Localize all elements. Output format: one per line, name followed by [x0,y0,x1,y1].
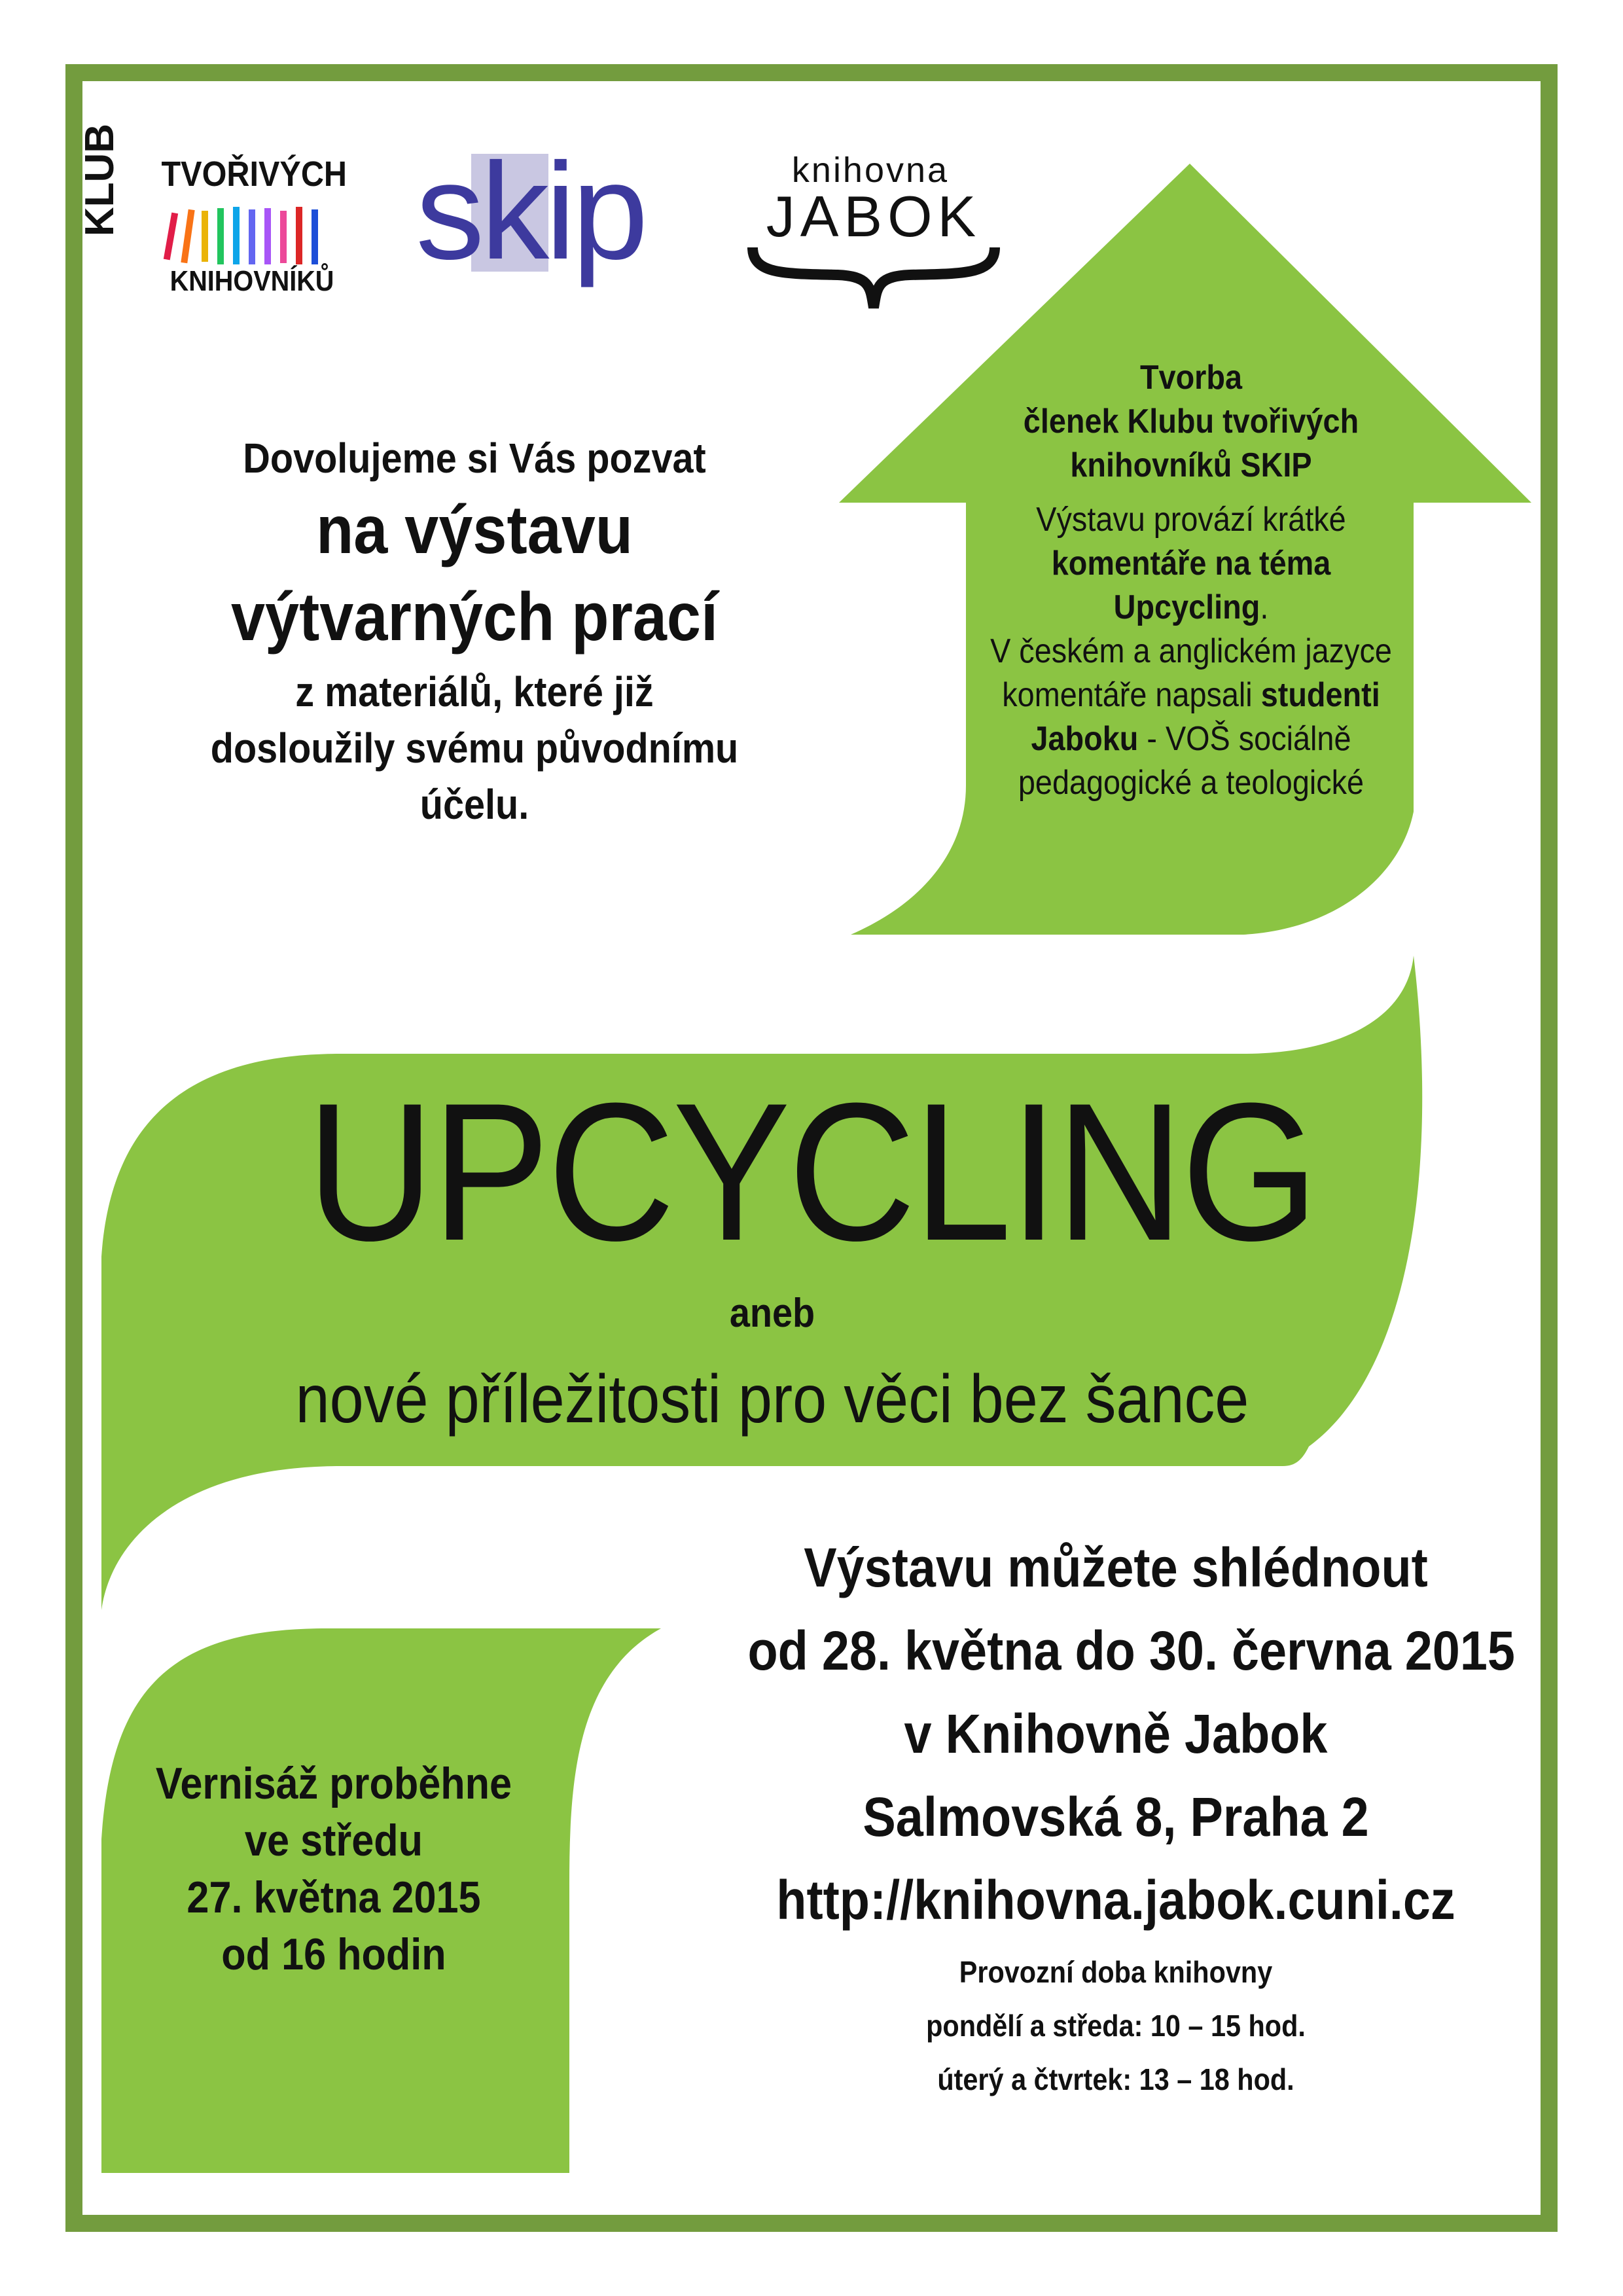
arrow-line-6-rest: . [1260,588,1269,626]
intro-line-2: na výstavu [316,492,633,568]
klub-logo-word-knihovniku: KNIHOVNÍKŮ [169,265,334,297]
hours-mon-wed: pondělí a středa: 10 – 15 hod. [926,2009,1306,2043]
hours-title: Provozní doba knihovny [959,1955,1273,1989]
klub-logo-vertical-word: KLUB [77,123,122,237]
exhibit-line-4: Salmovská 8, Praha 2 [863,1786,1369,1848]
vernisaz-line-3: 27. května 2015 [187,1873,481,1922]
arrow-line-8-rest: komentáře napsali [1002,676,1261,714]
main-title: UPCYCLING [306,1062,1317,1282]
arrow-line-10: pedagogické a teologické [1018,764,1364,802]
vernisaz-line-4: od 16 hodin [221,1929,446,1979]
arrow-line-8 [979,676,1403,714]
hours-tue-thu: úterý a čtvrtek: 13 – 18 hod. [937,2062,1294,2096]
jabok-logo-top-word: knihovna [791,151,950,190]
arrow-line-5: komentáře na téma [1051,545,1331,583]
exhibit-line-2: od 28. května do 30. června 2015 [747,1620,1515,1681]
intro-line-1: Dovolujeme si Vás pozvat [243,435,706,482]
arrow-line-6 [979,588,1403,626]
arrow-line-9-rest: - VOŠ sociálně [1138,720,1351,758]
intro-line-3: výtvarných prací [230,579,718,655]
arrow-line-9 [979,720,1403,758]
arrow-line-3: knihovníků SKIP [1070,446,1312,484]
arrow-line-9-bold: Jaboku [1031,720,1139,758]
klub-logo-word-tvorivych: TVOŘIVÝCH [161,154,348,194]
title-subtitle: nové příležitosti pro věci bez šance [295,1361,1249,1437]
vernisaz-line-1: Vernisáž proběhne [155,1759,512,1808]
skip-logo: skip [416,134,645,288]
arrow-line-4: Výstavu provází krátké [1036,501,1346,539]
title-aneb: aneb [729,1291,815,1336]
arrow-line-1: Tvorba [1139,359,1243,397]
exhibit-line-1: Výstavu můžete shlédnout [804,1537,1428,1598]
jabok-logo-main-word: JABOK [766,184,982,249]
arrow-line-7: V českém a anglickém jazyce [990,632,1392,670]
exhibit-url-link[interactable]: http://knihovna.jabok.cuni.cz [776,1869,1455,1931]
arrow-line-2: členek Klubu tvořivých [1023,403,1359,440]
intro-line-4: z materiálů, které již [295,668,654,715]
intro-line-6: účelu. [419,781,529,828]
arrow-line-8-bold: studenti [1260,676,1380,714]
arrow-line-6-bold: Upcycling [1113,588,1260,626]
exhibit-line-3: v Knihovně Jabok [904,1703,1328,1765]
intro-line-5: dosloužily svému původnímu [210,725,739,772]
vernisaz-line-2: ve středu [244,1816,423,1865]
